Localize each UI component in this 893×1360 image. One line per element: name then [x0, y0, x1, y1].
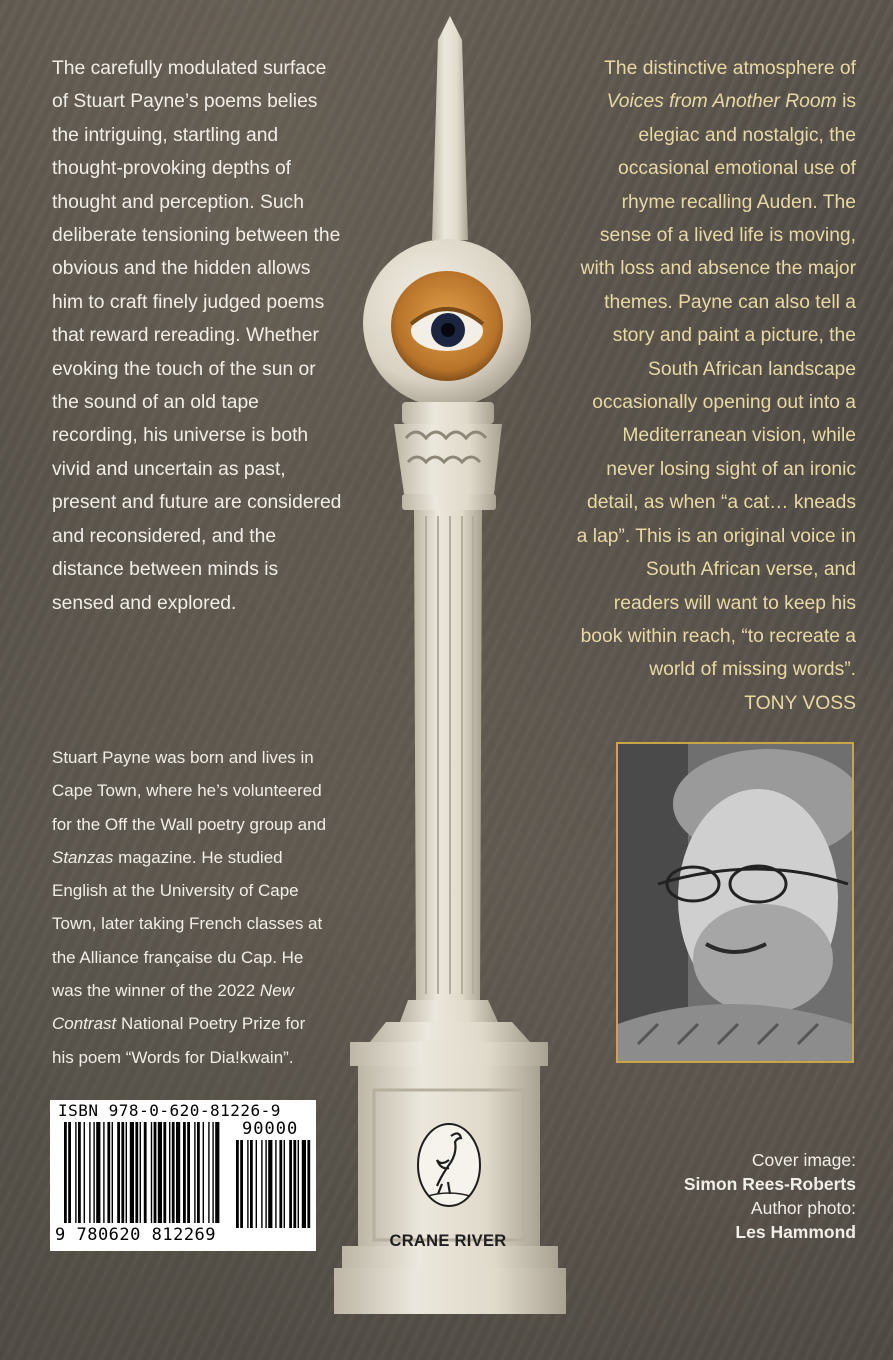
barcode-bar — [126, 1122, 127, 1223]
credits — [656, 1148, 856, 1244]
barcode-bar — [93, 1122, 94, 1223]
barcode-bar — [169, 1122, 170, 1223]
pillar-shaft — [414, 510, 482, 1000]
barcode-bar — [135, 1122, 138, 1223]
barcode-bar — [107, 1122, 110, 1223]
author-photo — [616, 742, 854, 1063]
barcode-bar — [154, 1122, 157, 1223]
shaft-base — [400, 1000, 498, 1022]
barcode-bar — [163, 1122, 166, 1223]
barcode-bar — [284, 1140, 285, 1228]
barcode-bar — [307, 1140, 310, 1228]
barcode-bar — [247, 1140, 248, 1228]
barcode-bar — [140, 1122, 141, 1223]
barcode-bar — [208, 1122, 209, 1223]
barcode-bar — [75, 1122, 76, 1223]
barcode-bar — [103, 1122, 104, 1223]
barcode-bar — [96, 1122, 100, 1223]
barcode-bar — [194, 1122, 195, 1223]
barcode-bar — [215, 1122, 219, 1223]
back-cover-blurb: The carefully modulated surface of Stuart Payne’s poems belies the intriguing, startling and thought-provoking depths of thought and perception. Such deliberate tensioning between the obvious and the hidden allows him to craft finely judged poems that reward rereading. Whether evoking the touch of the sun or the sound of an old tape recording, his universe is both vivid and uncertain as past, present and future are considered and reconsidered, and the distance between minds is sensed and explored. — [52, 58, 342, 614]
isbn-barcode — [50, 1100, 316, 1251]
barcode-bar — [240, 1140, 243, 1228]
publisher-name: CRANE RIVER — [389, 1232, 507, 1250]
capital-band — [402, 494, 496, 510]
barcode-bar — [268, 1140, 272, 1228]
review-credit: TONY VOSS — [744, 692, 856, 714]
barcode-bar — [183, 1122, 186, 1223]
bio-part3: National Poetry Prize for his poem “Words for Dia!kwain”. — [52, 1014, 306, 1067]
plinth-cap — [350, 1042, 548, 1066]
barcode-bar — [121, 1122, 124, 1223]
pillar-spike — [432, 16, 468, 240]
barcode-bar — [293, 1140, 296, 1228]
cover-image-label: Cover image: — [751, 1150, 856, 1170]
author-portrait-illustration — [618, 744, 852, 1061]
barcode-bar — [203, 1122, 204, 1223]
barcode-bar — [279, 1140, 282, 1228]
barcode-bar — [265, 1140, 266, 1228]
barcode-bar — [261, 1140, 262, 1228]
bio-magazine: Stanzas — [52, 847, 114, 867]
bio-part2: magazine. He studied English at the University of Cape Town, later taking French classes at the Alliance française du Cap. He was the winner of the 2022 — [52, 847, 323, 1001]
eye-pupil — [441, 323, 455, 337]
plinth-top — [370, 1022, 530, 1042]
barcode-bar — [212, 1122, 213, 1223]
barcode-bar — [68, 1122, 71, 1223]
barcode-bar — [172, 1122, 175, 1223]
barcode-bar — [236, 1140, 239, 1228]
cover-image-credit: Simon Rees-Roberts — [683, 1174, 856, 1194]
barcode-bar — [187, 1122, 190, 1223]
barcode-bar — [302, 1140, 306, 1228]
barcode-bar — [78, 1122, 81, 1223]
barcode-bar — [298, 1140, 299, 1228]
barcode-bar — [289, 1140, 292, 1228]
barcode-bar — [158, 1122, 162, 1223]
barcode-bar — [89, 1122, 90, 1223]
barcode-bar — [250, 1140, 253, 1228]
author-bio — [52, 741, 327, 1074]
barcode-bar — [144, 1122, 147, 1223]
barcode-bar — [130, 1122, 134, 1223]
bio-prize-name: New Contrast — [52, 981, 294, 1034]
barcode-bar — [176, 1122, 180, 1223]
barcode-bar — [84, 1122, 85, 1223]
review-intro: The distinctive atmosphere of — [604, 58, 856, 79]
barcode-bar — [256, 1140, 257, 1228]
barcode-bar — [197, 1122, 200, 1223]
barcode-bar — [275, 1140, 276, 1228]
review-body: is elegiac and nostalgic, the occasional emotional use of rhyme recalling Auden. The sense of a lived life is moving, with loss and absence the major themes. Payne can also tell a story and paint a picture, the South African landscape occasionally opening out into a Mediterranean vision, while never losing sight of an ironic detail, as when “a cat… kneads a lap”. This is an original voice in South African verse, and readers will want to keep his book within reach, “to recreate a world of missing words”. — [576, 91, 856, 681]
isbn-label: ISBN 978-0-620-81226-9 — [58, 1101, 281, 1120]
plinth-base — [334, 1268, 566, 1314]
isbn-addon: 90000 — [242, 1119, 299, 1139]
barcode-bar — [64, 1122, 67, 1223]
pillar-neck — [402, 402, 494, 424]
author-photo-credit: Les Hammond — [735, 1222, 856, 1242]
author-photo-label: Author photo: — [750, 1198, 856, 1218]
bio-part1: Stuart Payne was born and lives in Cape Town, where he’s volunteered for the Off the Wall poetry group and — [52, 748, 327, 834]
review-book-title: Voices from Another Room — [606, 91, 837, 113]
isbn-ean: 9 780620 812269 — [55, 1225, 217, 1245]
barcode-bar — [151, 1122, 152, 1223]
barcode-bar — [117, 1122, 120, 1223]
barcode-bar — [112, 1122, 113, 1223]
eye-pillar-sculpture — [330, 10, 570, 1330]
review-quote — [576, 52, 856, 720]
